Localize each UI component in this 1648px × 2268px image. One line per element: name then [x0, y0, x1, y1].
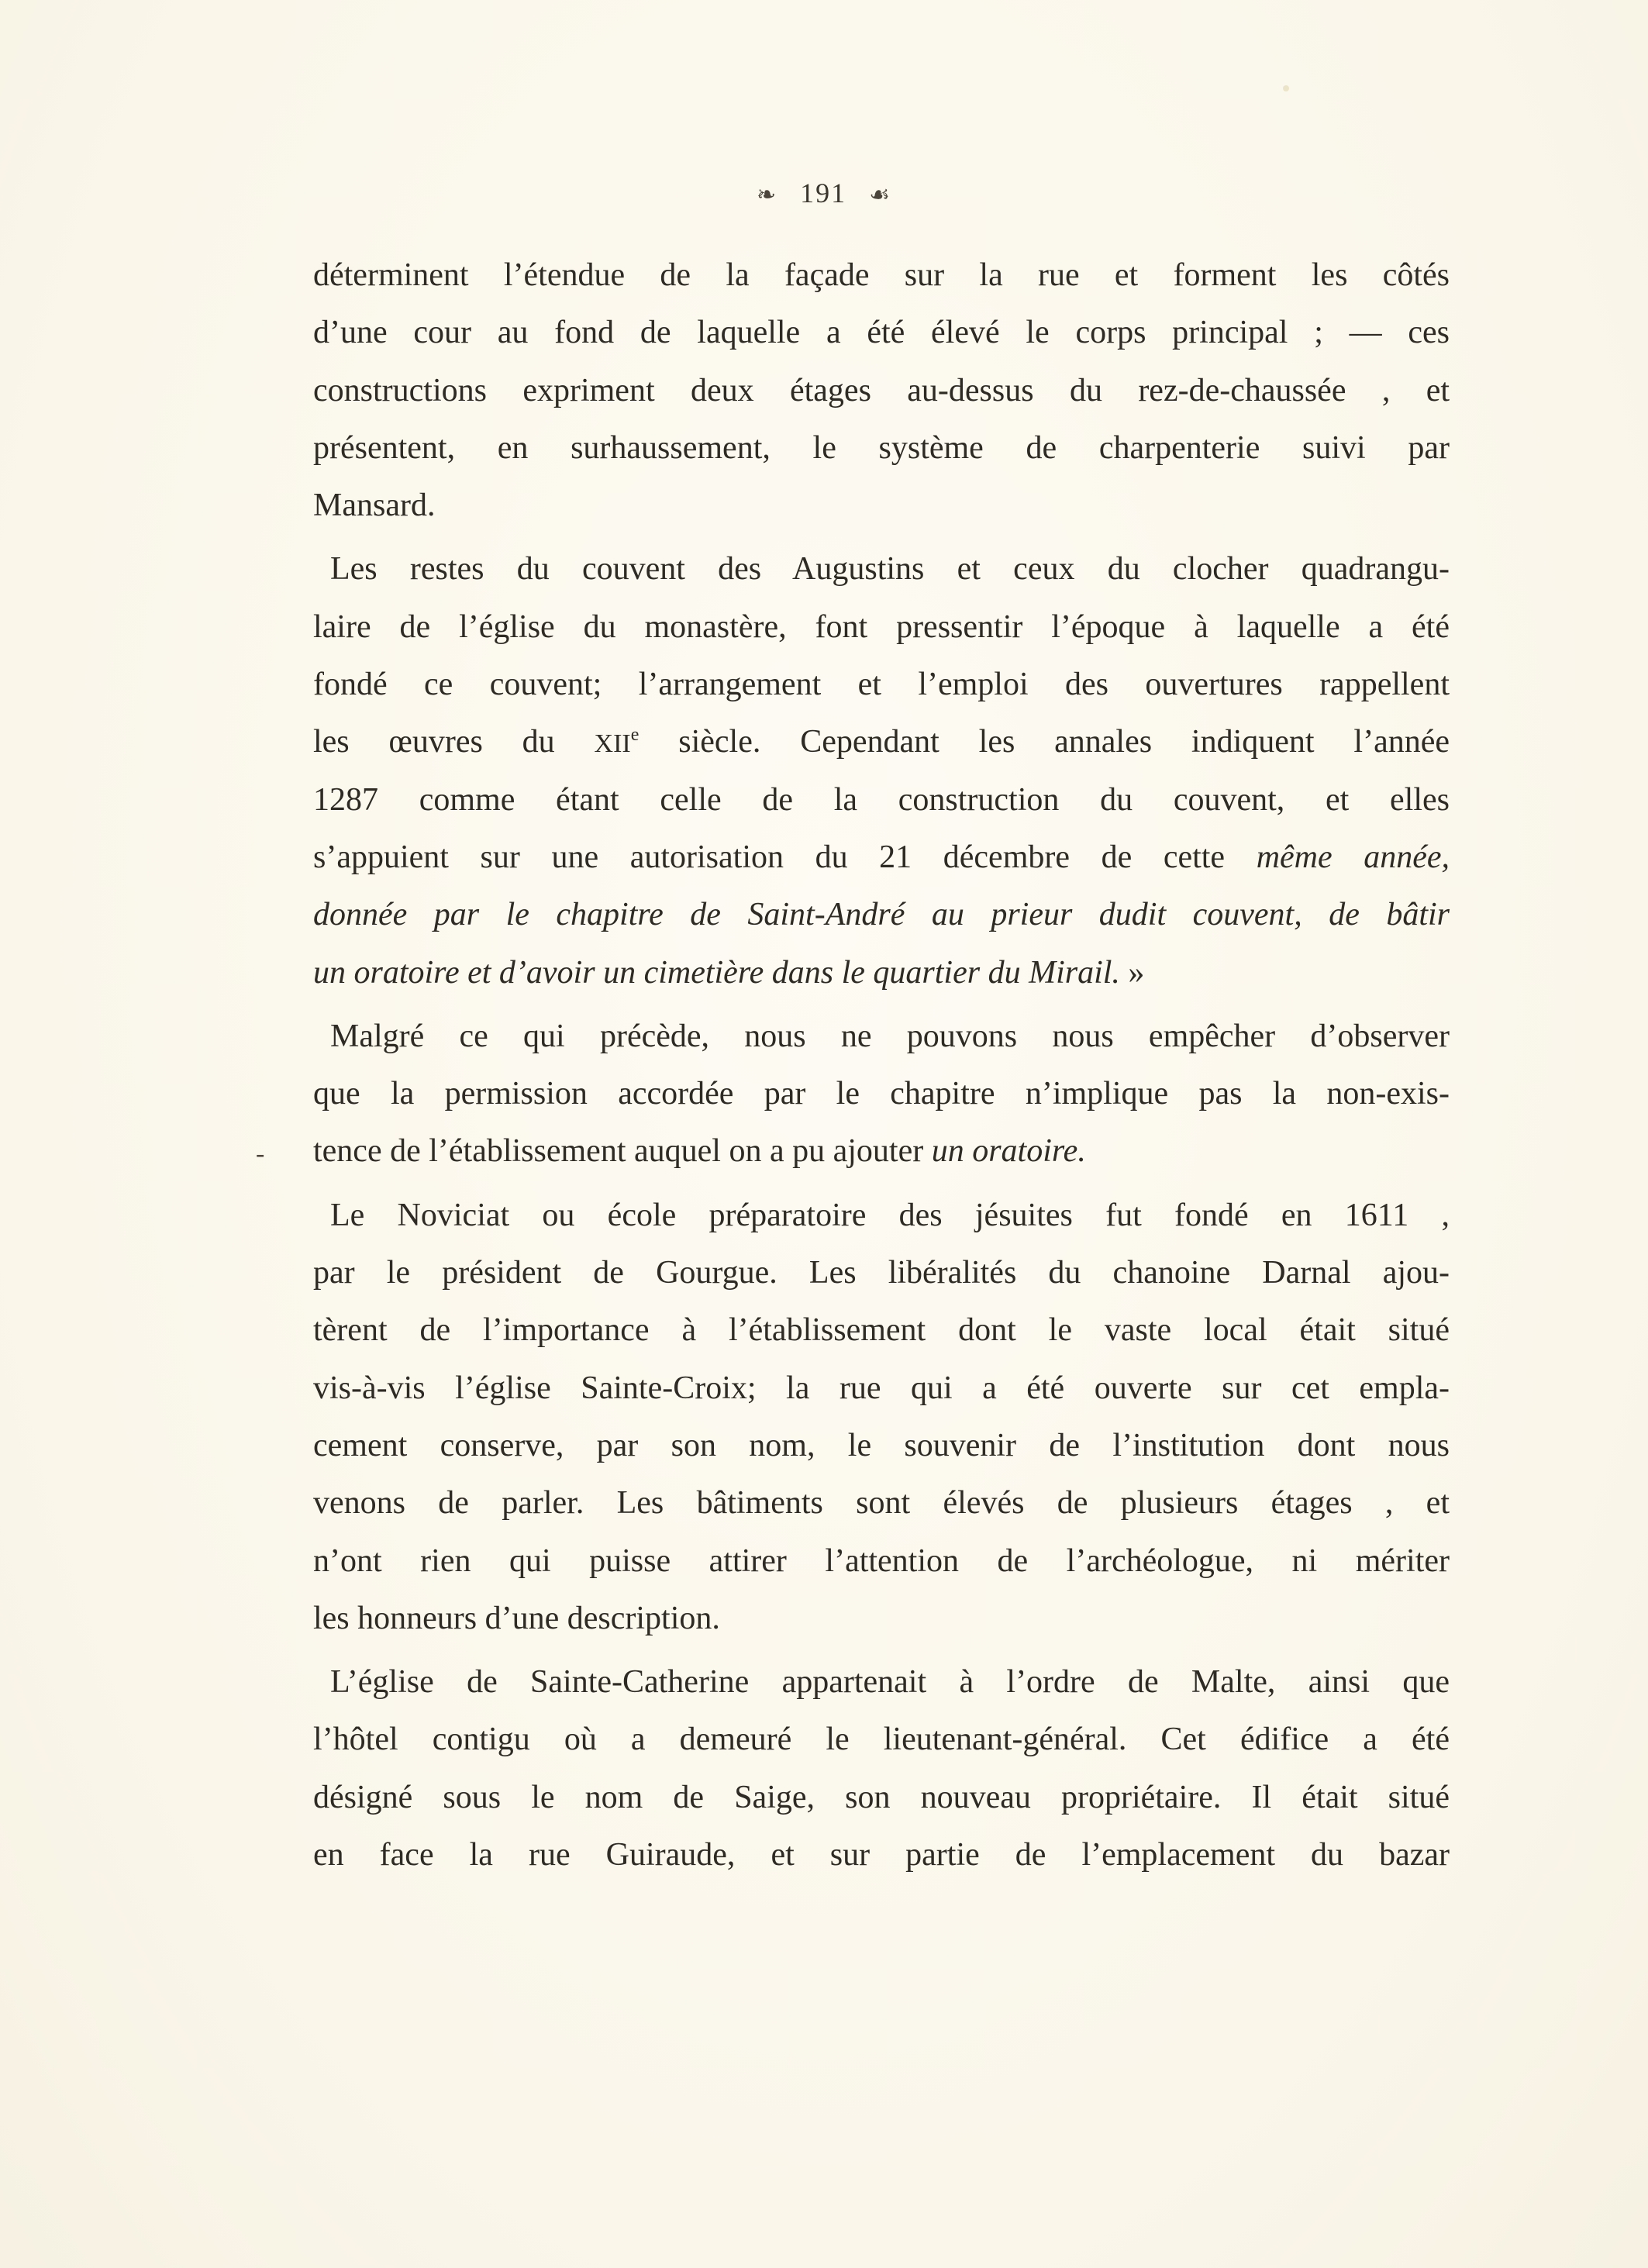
text-segment: les œuvres du: [313, 724, 555, 760]
page-header-folio: [0, 177, 1648, 209]
text-segment: s’appuient sur une autorisation du 21 décembre de cette: [313, 839, 1226, 875]
text-line: que la permission accordée par le chapitre n’implique pas la non-exis-: [313, 1076, 1450, 1112]
text-line: [313, 886, 1450, 943]
text-line: [313, 1122, 1450, 1180]
text-line: Malgré ce qui précède, nous ne pouvons nous empêcher d’observer: [330, 1018, 1450, 1054]
text-line: les honneurs d’une description.: [313, 1600, 720, 1636]
body-text: [313, 246, 1450, 1884]
italic-segment: même année,: [1256, 839, 1450, 875]
left-ornament-icon: ❧: [756, 182, 778, 208]
text-line: [313, 713, 1450, 770]
text-line: Les restes du couvent des Augustins et ceux du clocher quadrangu-: [330, 551, 1450, 588]
paragraph-3: [313, 1008, 1450, 1181]
text-segment: siècle. Cependant les annales indiquent l’année: [678, 724, 1450, 760]
text-line: vis-à-vis l’église Sainte-Croix; la rue qui a été ouverte sur cet empla-: [313, 1370, 1450, 1406]
century-superscript: e: [630, 725, 640, 746]
text-line: l’hôtel contigu où a demeuré le lieutenant-général. Cet édifice a été: [313, 1722, 1450, 1758]
paragraph-4: [313, 1187, 1450, 1647]
text-line: par le président de Gourgue. Les libéralités du chanoine Darnal ajou-: [313, 1255, 1450, 1291]
text-line: Le Noviciat ou école préparatoire des jésuites fut fondé en 1611 ,: [330, 1197, 1450, 1233]
text-line: cement conserve, par son nom, le souvenir de l’institution dont nous: [313, 1427, 1450, 1463]
text-line: 1287 comme étant celle de la construction du couvent, et elles: [313, 781, 1450, 818]
paper-spot: [1283, 85, 1289, 91]
text-line: [313, 944, 1450, 1001]
text-line: constructions expriment deux étages au-dessus du rez-de-chaussée , et: [313, 372, 1450, 408]
italic-segment: un oratoire.: [931, 1133, 1086, 1170]
text-line: déterminent l’étendue de la façade sur la rue et forment les côtés: [313, 257, 1450, 293]
text-line: tèrent de l’importance à l’établissement dont le vaste local était situé: [313, 1312, 1450, 1349]
text-segment: tence de l’établissement auquel on a pu ajouter: [313, 1133, 924, 1170]
text-line: Mansard.: [313, 488, 436, 524]
text-segment: »: [1128, 954, 1145, 991]
page-number: 191: [800, 178, 847, 209]
italic-segment: de bâtir: [1329, 897, 1450, 933]
text-line: d’une cour au fond de laquelle a été élevé le corps principal ; — ces: [313, 315, 1450, 351]
text-line: désigné sous le nom de Saige, son nouveau propriétaire. Il était situé: [313, 1779, 1450, 1815]
text-line: laire de l’église du monastère, font pressentir l’époque à laquelle a été: [313, 608, 1450, 645]
text-line: en face la rue Guiraude, et sur partie de l’emplacement du bazar: [313, 1837, 1450, 1873]
text-line: L’église de Sainte-Catherine appartenait à l’ordre de Malte, ainsi que: [330, 1664, 1450, 1701]
text-line: [313, 829, 1450, 886]
italic-segment: un oratoire et d’avoir un cimetière dans le quartier du Mirail.: [313, 954, 1120, 991]
paragraph-5: [313, 1653, 1450, 1884]
margin-mark: -: [256, 1139, 265, 1168]
text-line: venons de parler. Les bâtiments sont élevés de plusieurs étages , et: [313, 1485, 1450, 1522]
italic-segment: donnée par le chapitre de Saint-André au prieur dudit couvent,: [313, 897, 1302, 933]
paragraph-1: [313, 246, 1450, 534]
text-line: n’ont rien qui puisse attirer l’attention de l’archéologue, ni mériter: [313, 1542, 1450, 1579]
text-line: présentent, en surhaussement, le système de charpenterie suivi par: [313, 429, 1450, 466]
century-roman: XII: [594, 729, 631, 759]
right-ornament-icon: ☙: [869, 182, 892, 208]
paragraph-2: [313, 540, 1450, 1001]
text-line: fondé ce couvent; l’arrangement et l’emploi des ouvertures rappellent: [313, 667, 1450, 703]
